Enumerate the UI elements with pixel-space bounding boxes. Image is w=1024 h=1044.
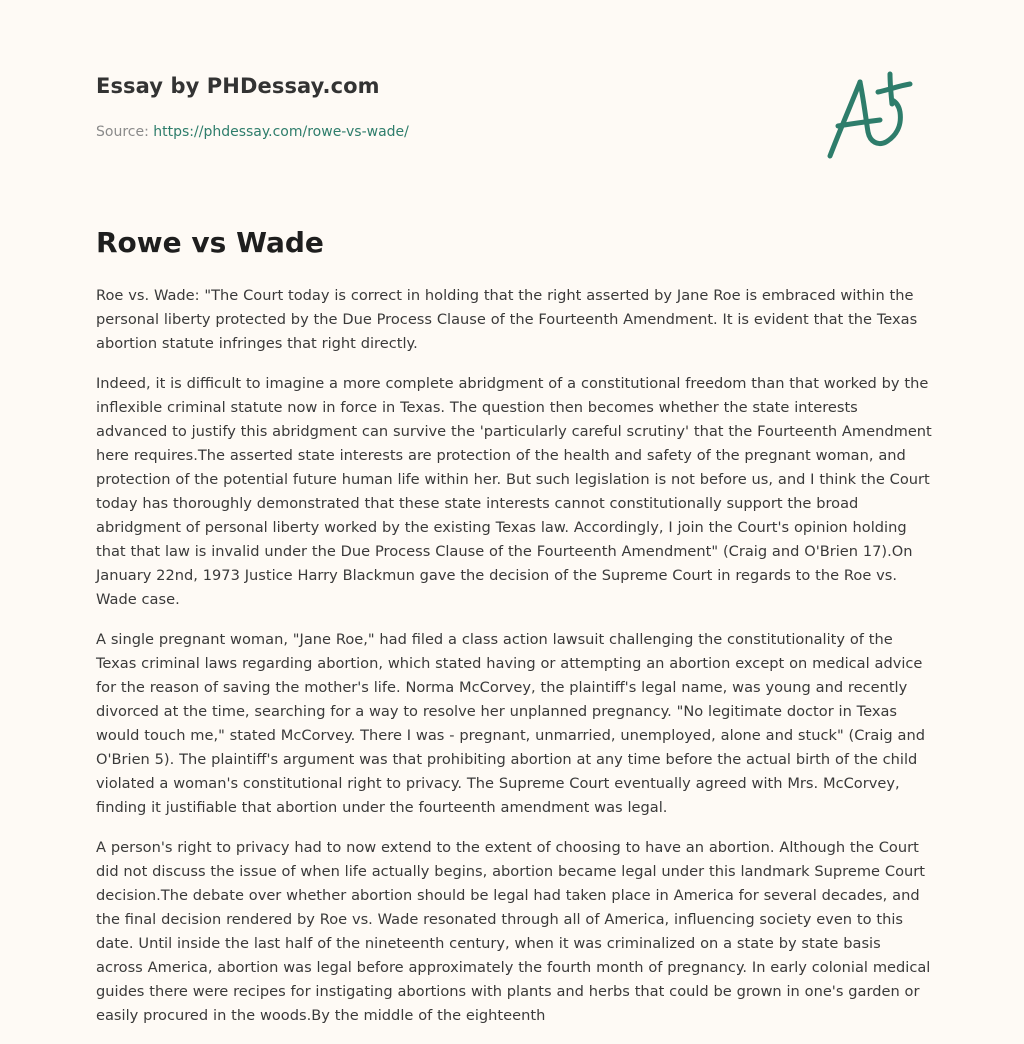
article-paragraph: Roe vs. Wade: "The Court today is correct in holding that the right asserted by Jane Roe is embraced within the personal liberty protected by the Due Process Clause of the Fourteenth Amendment. It is evident that the Texas abortion statute infringes that right directly.: [96, 287, 918, 352]
site-header: [96, 74, 932, 174]
article-body: [96, 284, 932, 1044]
source-line: [96, 124, 409, 140]
article-title: Rowe vs Wade: [96, 226, 324, 259]
article-paragraph: A single pregnant woman, "Jane Roe," had filed a class action lawsuit challenging the constitutionality of the Texas criminal laws regarding abortion, which stated having or attempting an abortion except on medical advice for the reason of saving the mother's life. Norma McCorvey, the plaintiff's legal name, was young and recently divorced at the time, searching for a way to resolve her unplanned pregnancy. "No legitimate doctor in Texas would touch me," stated McCorvey. There I was - pregnant, unmarried, unemployed, alone and stuck" (Craig and O'Brien 5). The plaintiff's argument was that prohibiting abortion at any time before the actual birth of the child violated a woman's constitutional right to privacy. The Supreme Court eventually agreed with Mrs. McCorvey, finding it justifiable that abortion under the fourteenth amendment was legal.: [96, 631, 925, 816]
a-plus-grade-icon: [826, 68, 926, 164]
site-title: Essay by PHDessay.com: [96, 74, 380, 98]
article-paragraph: A person's right to privacy had to now extend to the extent of choosing to have an abortion. Although the Court did not discuss the issue of when life actually begins, abortion became legal under this landmark Supreme Court decision.The debate over whether abortion should be legal had taken place in America for several decades, and the final decision rendered by Roe vs. Wade resonated through all of America, influencing society even to this date. Until inside the last half of the nineteenth century, when it was criminalized on a state by state basis across America, abortion was legal before approximately the fourth month of pregnancy. In early colonial medical guides there were recipes for instigating abortions with plants and herbs that could be grown in one's garden or easily procured in the woods.By the middle of the eighteenth: [96, 839, 931, 1024]
article-paragraph: Indeed, it is difficult to imagine a more complete abridgment of a constitutional freedom than that worked by the inflexible criminal statute now in force in Texas. The question then becomes whether the state interests advanced to justify this abridgment can survive the 'particularly careful scrutiny' that the Fourteenth Amendment here requires.The asserted state interests are protection of the health and safety of the pregnant woman, and protection of the potential future human life within her. But such legislation is not before us, and I think the Court today has thoroughly demonstrated that these state interests cannot constitutionally support the broad abridgment of personal liberty worked by the existing Texas law. Accordingly, I join the Court's opinion holding that that law is invalid under the Due Process Clause of the Fourteenth Amendment" (Craig and O'Brien 17).On January 22nd, 1973 Justice Harry Blackmun gave the decision of the Supreme Court in regards to the Roe vs. Wade case.: [96, 375, 932, 608]
source-label: Source:: [96, 124, 149, 140]
source-link[interactable]: https://phdessay.com/rowe-vs-wade/: [153, 124, 409, 140]
